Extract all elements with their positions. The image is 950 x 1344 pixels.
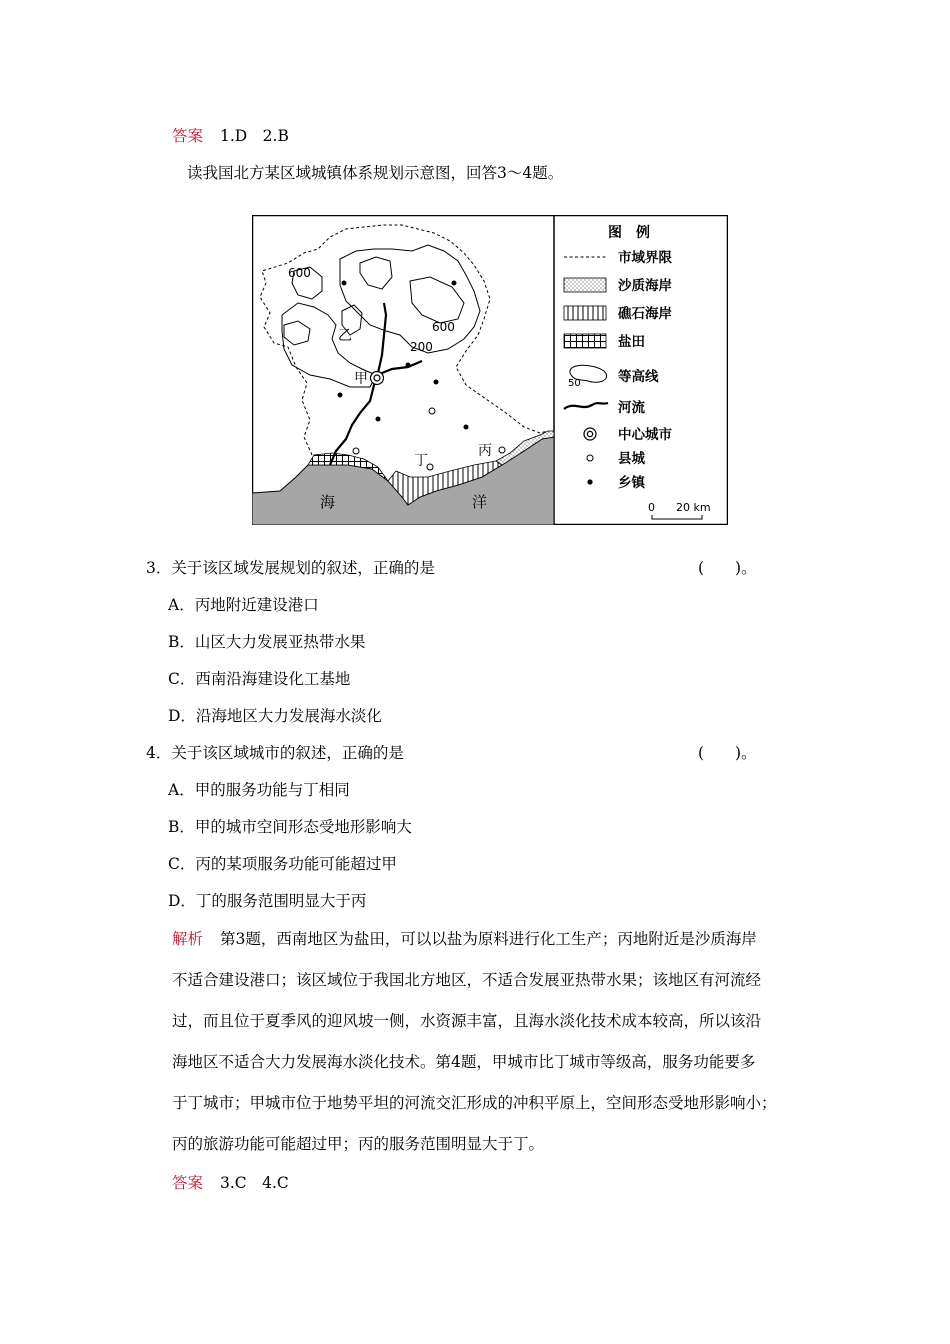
q3-option-c: C．西南沿海建设化工基地 [168, 670, 351, 688]
answer-label: 答案 [172, 127, 204, 145]
county-town-bing [499, 447, 505, 453]
county-town [429, 408, 435, 414]
answer-label: 答案 [172, 1174, 204, 1192]
township [452, 281, 457, 286]
legend-item: 礁石海岸 [618, 306, 672, 322]
legend-county-icon [587, 455, 593, 461]
contour-label-200: 200 [410, 340, 433, 354]
q3-option-d: D．沿海地区大力发展海水淡化 [168, 707, 382, 725]
q4-blank: ( )。 [698, 744, 757, 762]
label-ding: 丁 [414, 453, 428, 469]
label-yi: 乙 [338, 328, 352, 344]
q3-blank: ( )。 [698, 559, 757, 577]
label-bing: 丙 [478, 443, 492, 459]
label-jia: 甲 [354, 371, 368, 387]
q4-option-b: B．甲的城市空间形态受地形影响大 [168, 818, 412, 836]
sea-label-yang: 洋 [472, 493, 488, 511]
legend-item: 市域界限 [618, 250, 672, 266]
contour-label-600-a: 600 [288, 266, 311, 280]
q4-stem: 4．关于该区域城市的叙述，正确的是 [146, 744, 404, 762]
q3-option-b: B．山区大力发展亚热带水果 [168, 633, 366, 651]
legend-title: 图 例 [608, 225, 650, 241]
legend-salt-sample [564, 334, 606, 348]
intro-text: 读我国北方某区域城镇体系规划示意图，回答3～4题。 [187, 164, 564, 182]
legend-item: 盐田 [618, 334, 645, 350]
analysis-line-3: 过，而且位于夏季风的迎风坡一侧，水资源丰富，且海水淡化技术成本较高，所以该沿 [172, 1012, 762, 1030]
analysis-line-1: 解析 第3题，西南地区为盐田，可以以盐为原料进行化工生产；丙地附近是沙质海岸 [172, 930, 757, 948]
legend-township-icon [587, 479, 592, 484]
township [406, 363, 411, 368]
q3-stem: 3．关于该区域发展规划的叙述，正确的是 [146, 559, 435, 577]
scale-zero: 0 [648, 501, 655, 514]
q3-option-a: A．丙地附近建设港口 [168, 596, 319, 614]
analysis-line-4: 海地区不适合大力发展海水淡化技术。第4题，甲城市比丁城市等级高，服务功能要多 [172, 1053, 756, 1071]
analysis-line-5: 于丁城市；甲城市位于地势平坦的河流交汇形成的冲积平原上，空间形态受地形影响小； [172, 1094, 777, 1112]
contour-label-600-b: 600 [432, 320, 455, 334]
analysis-line-6: 丙的旅游功能可能超过甲；丙的服务范围明显大于丁。 [172, 1135, 545, 1153]
legend-item: 河流 [618, 400, 645, 416]
township [376, 417, 381, 422]
township [464, 425, 469, 430]
legend-item: 沙质海岸 [618, 278, 672, 294]
county-town [353, 448, 359, 454]
q4-option-d: D．丁的服务范围明显大于丙 [168, 892, 367, 910]
answer-line-2 [172, 1173, 289, 1193]
q4-option-a: A．甲的服务功能与丁相同 [168, 781, 350, 799]
sea-label-hai: 海 [320, 493, 336, 511]
analysis-line-2: 不适合建设港口；该区域位于我国北方地区，不适合发展亚热带水果；该地区有河流经 [172, 971, 762, 989]
scale-distance: 20 km [676, 501, 711, 514]
township [342, 281, 347, 286]
legend-item: 中心城市 [618, 427, 672, 443]
township [434, 380, 439, 385]
legend-reef-sample [564, 306, 606, 320]
township [338, 393, 343, 398]
town-planning-map [252, 215, 728, 525]
answer-line-1 [172, 126, 289, 146]
legend-item: 等高线 [618, 369, 659, 385]
legend-item: 乡镇 [618, 475, 645, 491]
svg-text:50: 50 [568, 378, 581, 389]
answer-text: 1.D 2.B [219, 127, 289, 145]
answer-text: 3.C 4.C [219, 1174, 289, 1192]
q4-option-c: C．丙的某项服务功能可能超过甲 [168, 855, 397, 873]
legend-item: 县城 [618, 451, 645, 467]
analysis-label: 解析 [172, 930, 204, 948]
legend-sand-sample [564, 278, 606, 292]
